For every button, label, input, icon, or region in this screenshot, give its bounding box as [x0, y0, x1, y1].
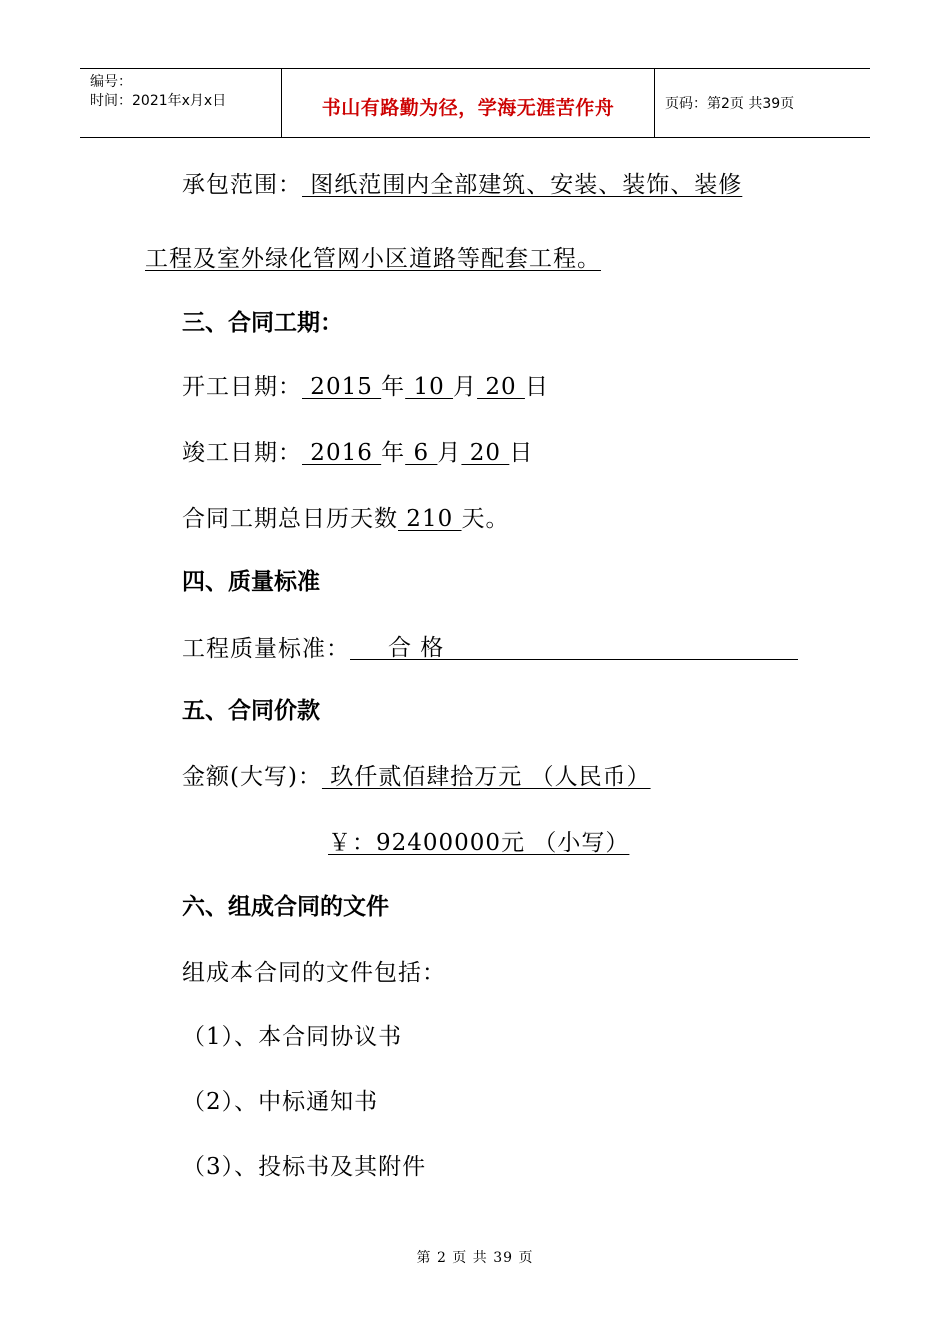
end-date-label: 竣工日期：: [182, 440, 302, 466]
month-char: 月: [453, 374, 478, 400]
quality-label: 工程质量标准：: [182, 636, 350, 662]
document-item: （3）、投标书及其附件: [182, 1154, 427, 1180]
header-right-cell: [655, 69, 870, 137]
amount-label: 金额(大写)：: [182, 764, 322, 790]
year-char: 年: [381, 374, 406, 400]
amount-figures: ￥：92400000元 （小写）: [328, 830, 630, 856]
page-footer: 第 2 页 共 39 页: [416, 1250, 534, 1266]
header-left-cell: [80, 69, 282, 137]
start-month: 10: [405, 374, 454, 400]
duration-line: [182, 504, 510, 534]
start-date-line: [182, 372, 549, 402]
scope-value-part-1: 图纸范围内全部建筑、安装、装饰、装修: [302, 172, 743, 198]
scope-value-part-2: 工程及室外绿化管网小区道路等配套工程。: [145, 246, 601, 272]
start-year: 2015: [302, 374, 382, 400]
section-3-title: 三、合同工期：: [182, 310, 343, 336]
day-char: 日: [509, 440, 534, 466]
end-month: 6: [405, 440, 438, 466]
header-motto: 书山有路勤为径，学海无涯苦作舟: [321, 97, 615, 119]
duration-label: 合同工期总日历天数: [182, 506, 398, 532]
section-5-title: 五、合同价款: [182, 698, 320, 724]
month-char: 月: [437, 440, 462, 466]
header-page-info: 页码：第2页 共39页: [665, 96, 795, 112]
section-6-title: 六、组成合同的文件: [182, 894, 389, 920]
amount-words: 玖仟贰佰肆拾万元 （人民币）: [321, 764, 651, 790]
amount-figures-line: [328, 828, 629, 858]
amount-words-line: [182, 762, 651, 792]
quality-value: 合 格: [388, 635, 445, 661]
start-date-label: 开工日期：: [182, 374, 302, 400]
document-item: （2）、中标通知书: [182, 1089, 379, 1115]
end-day: 20: [461, 440, 510, 466]
duration-value: 210: [398, 506, 462, 532]
day-char: 日: [524, 374, 549, 400]
scope-label: 承包范围：: [182, 172, 302, 198]
section-4-title: 四、质量标准: [182, 569, 320, 595]
duration-unit: 天。: [461, 506, 510, 532]
quality-line: [182, 634, 798, 664]
end-year: 2016: [302, 440, 382, 466]
end-date-line: [182, 438, 533, 468]
quality-value-field: [350, 637, 798, 660]
scope-line-2: [145, 244, 601, 274]
document-time-label: 时间：2021年x月x日: [90, 93, 227, 109]
document-number-label: 编号：: [90, 74, 132, 90]
document-item: （1）、本合同协议书: [182, 1024, 403, 1050]
page-header: [80, 68, 870, 138]
start-day: 20: [477, 374, 525, 400]
year-char: 年: [381, 440, 406, 466]
documents-intro: 组成本合同的文件包括：: [182, 960, 446, 986]
header-center-cell: [282, 69, 655, 137]
scope-line-1: [182, 170, 742, 200]
